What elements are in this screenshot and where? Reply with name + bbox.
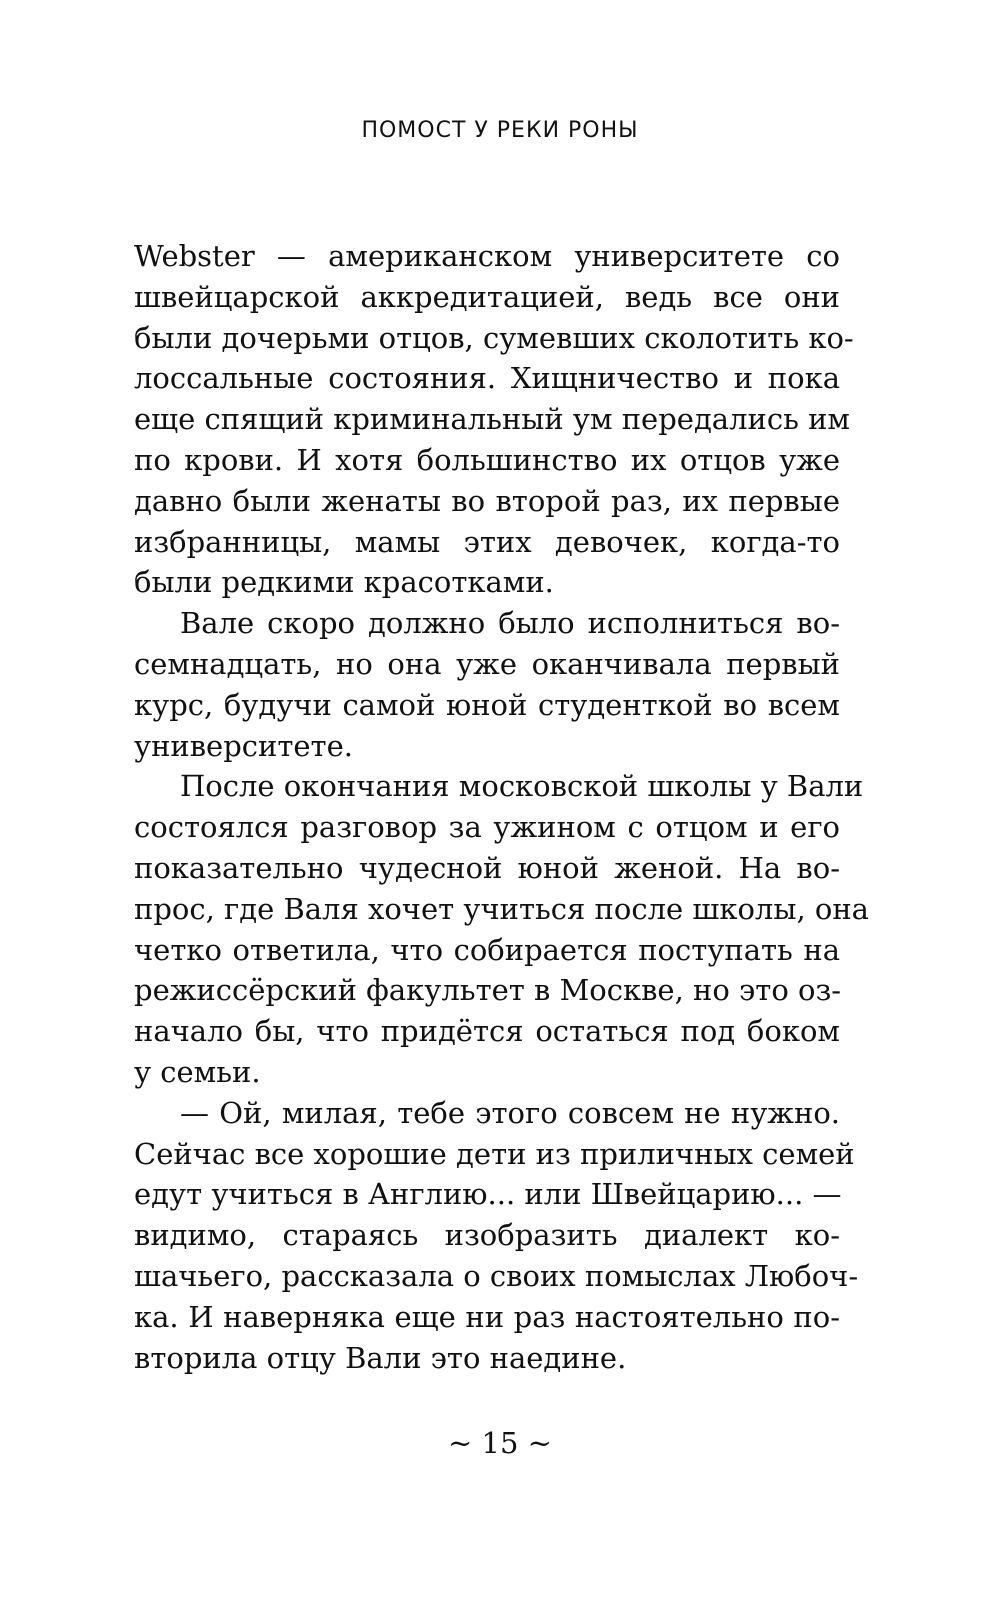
text-line: ка. И наверняка еще ни раз настоятельно по- bbox=[134, 1299, 840, 1334]
text-line: избранницы, мамы этих девочек, когда-то bbox=[134, 524, 840, 559]
text-line: начало бы, что придётся остаться под боком bbox=[134, 1014, 840, 1049]
text-line: лоссальные состояния. Хищничество и пока bbox=[134, 361, 840, 396]
text-line: семнадцать, но она уже оканчивала первый bbox=[134, 646, 840, 681]
text-line: шачьего, рассказала о своих помыслах Любоч- bbox=[134, 1258, 859, 1293]
text-line: по крови. И хотя большинство их отцов уже bbox=[134, 442, 840, 477]
text-line: у семьи. bbox=[134, 1054, 261, 1089]
text-line: Сейчас все хорошие дети из приличных семей bbox=[134, 1136, 855, 1171]
text-line: были редкими красотками. bbox=[134, 565, 554, 600]
paragraph-first-line: После окончания московской школы у Вали bbox=[180, 769, 864, 804]
text-line: вторила отцу Вали это наедине. bbox=[134, 1340, 627, 1375]
text-line: режиссёрский факультет в Москве, но это оз- bbox=[134, 973, 842, 1008]
text-line: еще спящий криминальный ум передались им bbox=[134, 402, 850, 437]
paragraph-first-line: Вале скоро должно было исполниться во- bbox=[180, 606, 840, 641]
text-line: давно были женаты во второй раз, их первые bbox=[134, 483, 840, 518]
page-number: ~ 15 ~ bbox=[448, 1426, 552, 1460]
running-head: ПОМОСТ У РЕКИ РОНЫ bbox=[361, 118, 639, 143]
text-line: Webster — американском университете со bbox=[134, 239, 840, 273]
text-line: четко ответила, что собирается поступать на bbox=[134, 932, 840, 967]
text-line: университете. bbox=[134, 728, 353, 763]
paragraph-first-line: — Ой, милая, тебе этого совсем не нужно. bbox=[180, 1095, 840, 1130]
text-line: едут учиться в Англию... или Швейцарию... — bbox=[134, 1177, 842, 1212]
text-line: показательно чудесной юной женой. На во- bbox=[134, 850, 840, 885]
body-text bbox=[134, 236, 869, 1378]
text-line: видимо, стараясь изобразить диалект ко- bbox=[134, 1218, 840, 1253]
text-line: швейцарской аккредитацией, ведь все они bbox=[134, 279, 840, 314]
text-line: состоялся разговор за ужином с отцом и его bbox=[134, 810, 840, 845]
text-line: прос, где Валя хочет учиться после школы, она bbox=[134, 891, 869, 926]
text-line: курс, будучи самой юной студенткой во всем bbox=[134, 687, 840, 722]
text-line: были дочерьми отцов, сумевших сколотить ко- bbox=[134, 320, 854, 355]
